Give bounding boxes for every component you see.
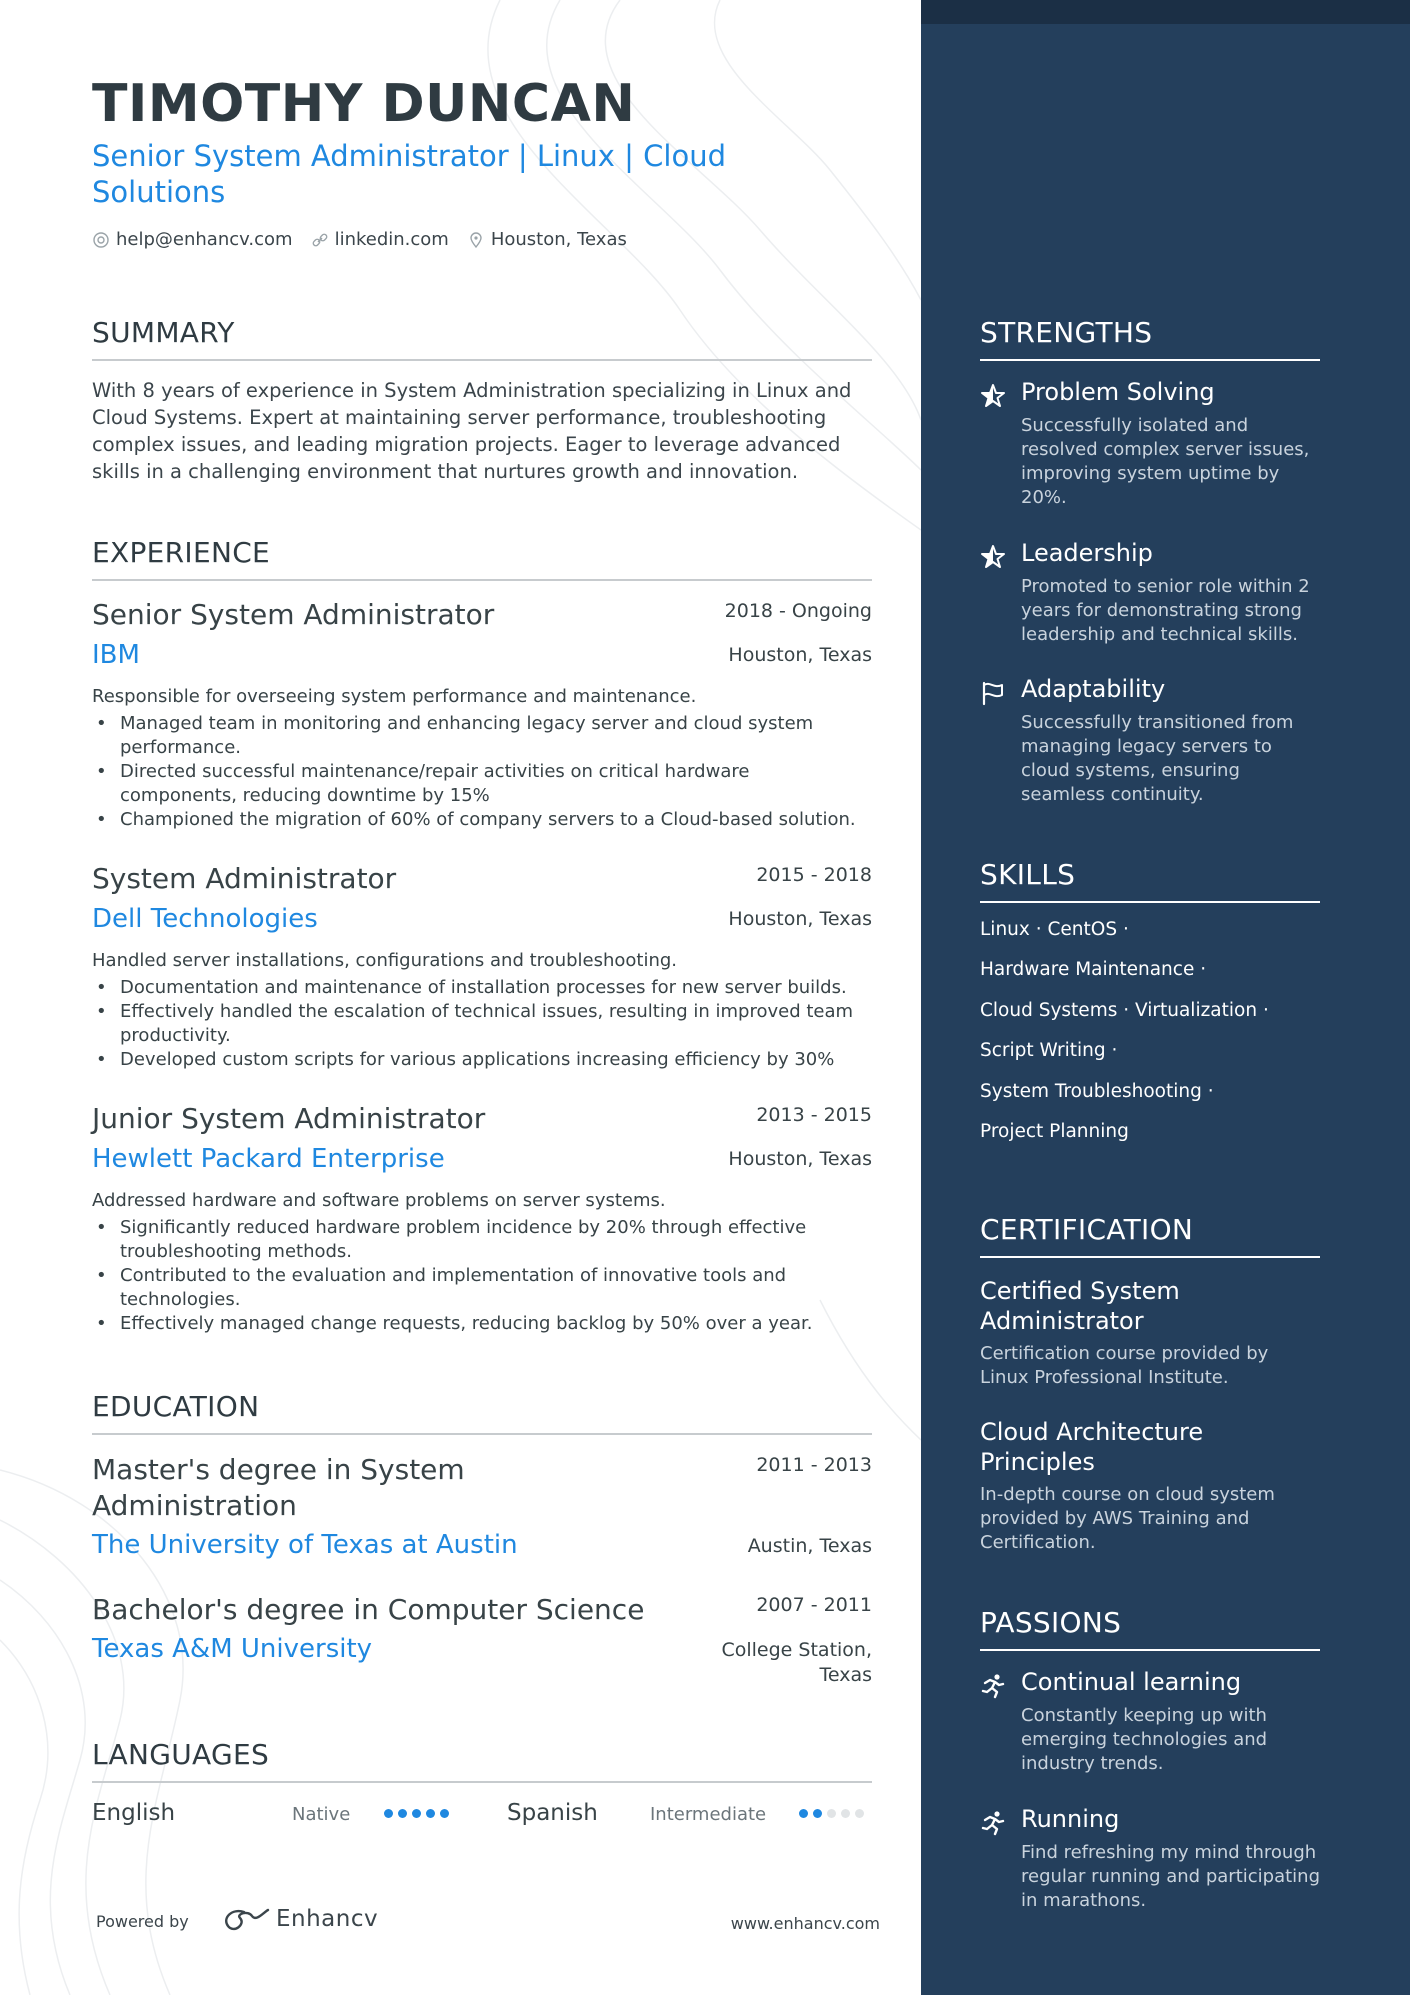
strength-title: Leadership: [1021, 539, 1153, 567]
job-bullet: • Effectively handled the escalation of technical issues, resulting in improved team productivity.: [92, 1000, 872, 1048]
passions-title: PASSIONS: [980, 1606, 1320, 1651]
skill-line: Script Writing ·: [980, 1040, 1118, 1061]
passion-text: Constantly keeping up with emerging technologies and industry trends.: [1021, 1705, 1268, 1774]
experience-title: EXPERIENCE: [92, 536, 872, 581]
job-bullet: • Contributed to the evaluation and implementation of innovative tools and technologies.: [92, 1264, 872, 1312]
job-bullet: • Managed team in monitoring and enhancing legacy server and cloud system performance.: [92, 712, 872, 760]
skill-line: Cloud Systems · Virtualization ·: [980, 1000, 1269, 1021]
education-degree: Bachelor's degree in Computer Science: [92, 1593, 645, 1626]
contact-linkedin-text: linkedin.com: [334, 229, 449, 250]
rating-dot: [813, 1809, 822, 1818]
education-date: 2007 - 2011: [756, 1594, 872, 1616]
language-name: English: [92, 1800, 176, 1826]
strength-text: Promoted to senior role within 2 years for demonstrating strong leadership and technical skills.: [1021, 576, 1310, 645]
certification-name: Cloud Architecture Principles: [980, 1418, 1204, 1476]
job-date: 2013 - 2015: [756, 1104, 872, 1126]
running-icon: [980, 1810, 1006, 1836]
star-icon: [980, 383, 1006, 409]
job-bullet: • Championed the migration of 60% of company servers to a Cloud-based solution.: [92, 808, 872, 832]
brand-name: Enhancv: [276, 1906, 379, 1932]
certification-title: CERTIFICATION: [980, 1213, 1320, 1258]
job-bullet: • Significantly reduced hardware problem incidence by 20% through effective troubleshooting methods.: [92, 1216, 872, 1264]
certification-text: In-depth course on cloud system provided by AWS Training and Certification.: [980, 1484, 1275, 1553]
languages-list: [92, 1800, 872, 1830]
job-location: Houston, Texas: [728, 644, 872, 666]
languages-title: LANGUAGES: [92, 1738, 872, 1783]
education-school: The University of Texas at Austin: [92, 1530, 518, 1560]
rating-dot: [855, 1809, 864, 1818]
certification-text: Certification course provided by Linux Professional Institute.: [980, 1343, 1269, 1388]
at-icon: [92, 231, 110, 249]
language-level: Native: [292, 1804, 351, 1825]
job-title: Junior System Administrator: [92, 1102, 486, 1135]
education-location: College Station, Texas: [721, 1639, 872, 1686]
education-date: 2011 - 2013: [756, 1454, 872, 1476]
contact-location: [467, 229, 627, 250]
passion-title: Running: [1021, 1805, 1120, 1833]
passion-text: Find refreshing my mind through regular running and participating in marathons.: [1021, 1842, 1320, 1911]
candidate-name: TIMOTHY DUNCAN: [92, 74, 636, 134]
certification-item: [980, 1276, 1320, 1390]
headline: Senior System Administrator | Linux | Cloud Solutions: [92, 139, 727, 209]
skill-line: Project Planning: [980, 1121, 1129, 1142]
rating-dot: [440, 1809, 449, 1818]
rating-dot: [398, 1809, 407, 1818]
language-rating: [384, 1809, 449, 1818]
footer: [96, 1904, 880, 1944]
certification-name: Certified System Administrator: [980, 1277, 1180, 1335]
sidebar-top-bar: [921, 0, 1410, 24]
strength-text: Successfully transitioned from managing legacy servers to cloud systems, ensuring seamless continuity.: [1021, 712, 1294, 805]
job-title: Senior System Administrator: [92, 598, 495, 631]
contact-email[interactable]: [92, 229, 293, 250]
job-bullets: [92, 712, 872, 832]
job-bullet: • Documentation and maintenance of installation processes for new server builds.: [92, 976, 872, 1000]
contact-location-text: Houston, Texas: [490, 229, 627, 250]
language-name: Spanish: [507, 1800, 598, 1826]
job-date: 2018 - Ongoing: [724, 600, 872, 622]
strengths-title: STRENGTHS: [980, 316, 1320, 361]
job-description: Addressed hardware and software problems on server systems.: [92, 1190, 666, 1211]
job-company: Dell Technologies: [92, 904, 318, 934]
strength-title: Problem Solving: [1021, 378, 1215, 406]
location-pin-icon: [467, 231, 485, 249]
job-company: IBM: [92, 640, 140, 670]
job-bullet: • Developed custom scripts for various applications increasing efficiency by 30%: [92, 1048, 872, 1072]
job-bullet: • Directed successful maintenance/repair activities on critical hardware components, reducing downtime by 15%: [92, 760, 872, 808]
job-company: Hewlett Packard Enterprise: [92, 1144, 445, 1174]
powered-by-label: Powered by: [96, 1912, 189, 1931]
language-level: Intermediate: [650, 1804, 767, 1825]
rating-dot: [426, 1809, 435, 1818]
strength-text: Successfully isolated and resolved complex server issues, improving system uptime by 20%.: [1021, 415, 1310, 508]
job-location: Houston, Texas: [728, 1148, 872, 1170]
job-bullet: • Effectively managed change requests, reducing backlog by 50% over a year.: [92, 1312, 872, 1336]
skill-line: Hardware Maintenance ·: [980, 959, 1207, 980]
job-description: Responsible for overseeing system performance and maintenance.: [92, 686, 697, 707]
summary-title: SUMMARY: [92, 316, 872, 361]
education-title: EDUCATION: [92, 1390, 872, 1435]
footer-website[interactable]: www.enhancv.com: [730, 1914, 880, 1933]
skill-line: Linux · CentOS ·: [980, 919, 1129, 940]
contact-linkedin[interactable]: [311, 229, 449, 250]
education-location: Austin, Texas: [747, 1535, 872, 1557]
job-date: 2015 - 2018: [756, 864, 872, 886]
rating-dot: [384, 1809, 393, 1818]
skills-title: SKILLS: [980, 858, 1320, 903]
job-bullets: [92, 976, 872, 1072]
running-icon: [980, 1673, 1006, 1699]
job-title: System Administrator: [92, 862, 397, 895]
rating-dot: [799, 1809, 808, 1818]
rating-dot: [841, 1809, 850, 1818]
passion-title: Continual learning: [1021, 1668, 1242, 1696]
education-degree: Master's degree in System Administration: [92, 1453, 465, 1522]
sidebar: [921, 0, 1410, 1995]
star-icon: [980, 544, 1006, 570]
strength-title: Adaptability: [1021, 675, 1166, 703]
rating-dot: [827, 1809, 836, 1818]
language-rating: [799, 1809, 864, 1818]
rating-dot: [412, 1809, 421, 1818]
flag-icon: [980, 680, 1006, 706]
contact-bar: [92, 229, 627, 250]
certification-item: [980, 1417, 1320, 1555]
link-icon: [311, 231, 329, 249]
job-bullets: [92, 1216, 872, 1336]
job-location: Houston, Texas: [728, 908, 872, 930]
contact-email-text: help@enhancv.com: [116, 229, 293, 250]
summary-text: With 8 years of experience in System Administration specializing in Linux and Cloud Systems. Expert at maintaining server performance, troubleshooting complex issues, and leading migration projects. Eager to leverage advanced skills in a challenging environment that nurtures growth and innovation.: [92, 379, 852, 483]
skill-line: System Troubleshooting ·: [980, 1081, 1214, 1102]
job-description: Handled server installations, configurations and troubleshooting.: [92, 950, 678, 971]
education-school: Texas A&M University: [92, 1634, 373, 1664]
